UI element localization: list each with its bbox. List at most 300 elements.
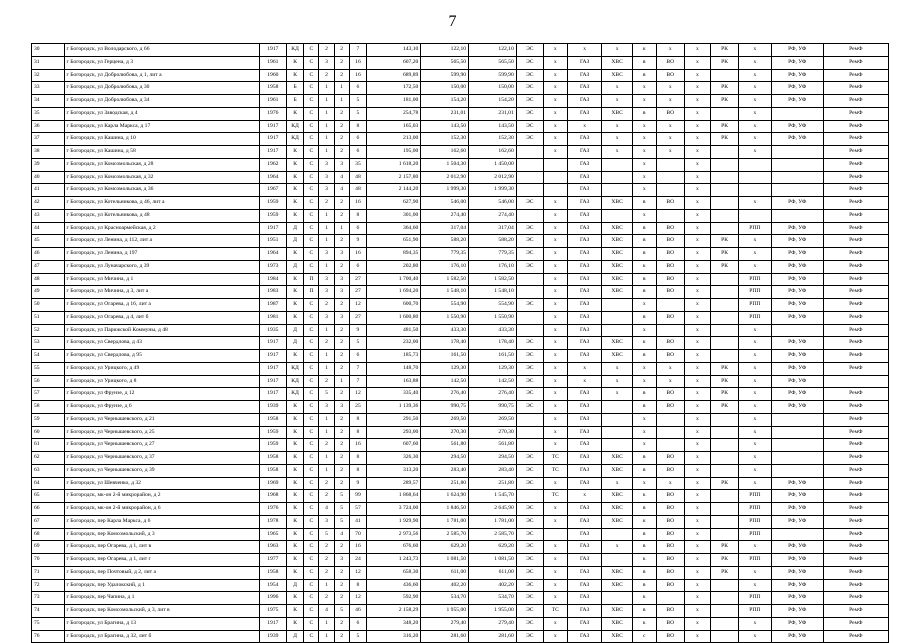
cell-wall-material: К [286,452,303,465]
cell-elevator: х [739,375,772,388]
cell-roof-repair [710,69,738,82]
cell-facade: РФ, УФ [771,222,823,235]
cell-heating: х [543,286,567,299]
cell-wall-material: Д [286,579,303,592]
cell-repair-fund: РемФ [823,413,888,426]
cell-year-built: 1965 [259,528,286,541]
cell-total-area: 335,40 [367,388,421,401]
cell-sewerage: х [632,120,656,133]
cell-heating: х [543,56,567,69]
cell-residential-area: 1 582,50 [469,273,517,286]
cell-house-type: С [304,490,319,503]
cell-residential-area: 599,90 [469,69,517,82]
cell-roof-repair [710,197,738,210]
cell-repair-fund: РемФ [823,260,888,273]
cell-address: г Богородск, ул Кашина, д 10 [64,133,259,146]
cell-drainage: х [656,120,684,133]
cell-roof-repair: РК [710,375,738,388]
cell-repair-fund: РемФ [823,311,888,324]
cell-address: г Богородск, ул Кашина, д 58 [64,146,259,159]
cell-electricity: ЭС [516,260,543,273]
table-row [32,286,889,299]
cell-sewerage: к [632,44,656,57]
cell-sewerage: к [632,490,656,503]
cell-living-area: 279,40 [421,617,469,630]
cell-roof-repair [710,107,738,120]
cell-living-area: 1 081,50 [421,554,469,567]
cell-hot-water: х [684,541,710,554]
cell-sewerage: в [632,350,656,363]
cell-roof-repair [710,337,738,350]
cell-repair-fund [823,375,888,388]
cell-floors: 2 [319,439,334,452]
cell-floors: 3 [319,56,334,69]
table-row [32,388,889,401]
cell-cold-water: ХВС [602,248,632,261]
cell-repair-fund: РемФ [823,69,888,82]
cell-house-type: С [304,617,319,630]
cell-sewerage: к [632,515,656,528]
cell-floors: 1 [319,362,334,375]
cell-apartments: 35 [349,158,366,171]
cell-drainage [656,158,684,171]
cell-house-type: П [304,273,319,286]
cell-hot-water: х [684,209,710,222]
cell-roof-repair [710,579,738,592]
cell-entrances: 4 [334,184,349,197]
cell-heating: ТС [543,452,567,465]
housing-register-table [31,43,889,643]
cell-living-area: 283,40 [421,464,469,477]
cell-living-area: 276,40 [421,388,469,401]
cell-entrances: 5 [334,490,349,503]
cell-cold-water [602,184,632,197]
cell-drainage: х [656,375,684,388]
cell-address: г Богородск, ул Чернышевского, д 21 [64,413,259,426]
cell-repair-fund: РемФ [823,439,888,452]
cell-heating: х [543,95,567,108]
cell-residential-area: 1 081,50 [469,554,517,567]
cell-repair-fund: РемФ [823,554,888,567]
cell-total-area: 213,00 [367,133,421,146]
cell-hot-water: х [684,464,710,477]
cell-residential-area: 150,00 [469,82,517,95]
cell-apartments: 24 [349,554,366,567]
cell-gas: ГАЗ [567,426,602,439]
cell-apartments: 9 [349,477,366,490]
cell-elevator: РПП [739,311,772,324]
cell-roof-repair [710,528,738,541]
cell-year-built: 1917 [259,350,286,363]
cell-hot-water: х [684,324,710,337]
cell-sewerage: х [632,362,656,375]
cell-drainage: ВО [656,528,684,541]
cell-address: г Богородск, ул Свердлова, д 95 [64,350,259,363]
cell-roof-repair [710,439,738,452]
cell-address: г Богородск, ул Фрунзе, д 6 [64,401,259,414]
table-row [32,503,889,516]
cell-facade: РФ, УФ [771,197,823,210]
cell-floors: 2 [319,375,334,388]
cell-apartments: 57 [349,503,366,516]
cell-address: г Богородск, ул Брагина, д 32, лит б [64,630,259,643]
cell-electricity: ЭС [516,222,543,235]
cell-heating: х [543,197,567,210]
cell-elevator: х [739,464,772,477]
cell-electricity: ЭС [516,56,543,69]
cell-elevator: РПП [739,490,772,503]
cell-row-index: 35 [32,107,65,120]
cell-floors: 4 [319,605,334,618]
cell-year-built: 1958 [259,566,286,579]
cell-elevator: х [739,120,772,133]
cell-roof-repair: РК [710,554,738,567]
cell-facade: РФ, УФ [771,515,823,528]
cell-address: г Богородск, ул Комсомольская, д 28 [64,158,259,171]
cell-elevator: х [739,566,772,579]
cell-row-index: 68 [32,528,65,541]
cell-year-built: 1951 [259,235,286,248]
cell-facade: РФ, УФ [771,273,823,286]
cell-sewerage: в [632,452,656,465]
cell-year-built: 1958 [259,464,286,477]
cell-heating: х [543,388,567,401]
cell-row-index: 66 [32,503,65,516]
cell-address: г Богородск, ул Чернышевского, д 27 [64,439,259,452]
cell-heating: х [543,120,567,133]
cell-floors: 5 [319,528,334,541]
cell-house-type: С [304,184,319,197]
cell-floors: 4 [319,503,334,516]
cell-house-type: С [304,554,319,567]
cell-wall-material: К [286,592,303,605]
table-row [32,439,889,452]
cell-heating: х [543,260,567,273]
cell-heating [543,158,567,171]
cell-year-built: 1959 [259,209,286,222]
cell-year-built: 1975 [259,605,286,618]
cell-floors: 2 [319,554,334,567]
table-row [32,579,889,592]
cell-row-index: 63 [32,464,65,477]
cell-total-area: 364,60 [367,222,421,235]
cell-roof-repair [710,158,738,171]
table-row [32,554,889,567]
cell-entrances: 1 [334,375,349,388]
cell-residential-area: 611,00 [469,566,517,579]
cell-sewerage: к [632,554,656,567]
cell-entrances: 2 [334,592,349,605]
cell-entrances: 4 [334,171,349,184]
cell-residential-area: 279,40 [469,617,517,630]
cell-house-type: С [304,452,319,465]
cell-living-area: 143,50 [421,120,469,133]
cell-house-type: С [304,44,319,57]
cell-wall-material: КД [286,362,303,375]
cell-wall-material: К [286,528,303,541]
cell-cold-water: ХВС [602,630,632,643]
cell-elevator: х [739,235,772,248]
table-row [32,592,889,605]
cell-wall-material: К [286,515,303,528]
cell-entrances: 2 [334,362,349,375]
cell-total-area: 254,78 [367,107,421,120]
cell-hot-water: х [684,120,710,133]
cell-facade: РФ, УФ [771,362,823,375]
cell-gas: ГАЗ [567,82,602,95]
cell-wall-material: К [286,286,303,299]
cell-gas: ГАЗ [567,566,602,579]
cell-heating: х [543,477,567,490]
cell-repair-fund: РемФ [823,286,888,299]
cell-sewerage: в [632,401,656,414]
table-row [32,260,889,273]
cell-drainage [656,426,684,439]
cell-address: г Богородск, ул Луначарского, д 39 [64,260,259,273]
cell-year-built: 1917 [259,222,286,235]
cell-electricity: ЭС [516,477,543,490]
cell-row-index: 47 [32,260,65,273]
cell-repair-fund: РемФ [823,617,888,630]
cell-roof-repair [710,605,738,618]
cell-year-built: 1958 [259,452,286,465]
cell-roof-repair [710,311,738,324]
cell-cold-water [602,413,632,426]
cell-gas: ГАЗ [567,388,602,401]
cell-entrances: 1 [334,82,349,95]
cell-gas: ГАЗ [567,248,602,261]
cell-sewerage: х [632,82,656,95]
cell-electricity [516,146,543,159]
cell-gas: ГАЗ [567,324,602,337]
cell-repair-fund: РемФ [823,401,888,414]
cell-cold-water: ХВС [602,222,632,235]
table-row [32,248,889,261]
cell-living-area: 270,30 [421,426,469,439]
cell-residential-area: 554,90 [469,299,517,312]
cell-total-area: 1 600,80 [367,311,421,324]
cell-address: г Богородск, пер Удалокский, д 1 [64,579,259,592]
cell-entrances: 5 [334,515,349,528]
cell-electricity: ЭС [516,299,543,312]
cell-address: г Богородск, ул Парижской Коммуны, д 48 [64,324,259,337]
cell-hot-water: х [684,184,710,197]
cell-electricity: ЭС [516,350,543,363]
cell-drainage [656,299,684,312]
cell-elevator: х [739,617,772,630]
cell-sewerage: в [632,235,656,248]
cell-heating: х [543,44,567,57]
table-row [32,222,889,235]
table-row [32,566,889,579]
cell-heating: х [543,209,567,222]
cell-gas: х [567,362,602,375]
cell-gas: ГАЗ [567,299,602,312]
cell-address: г Богородск, ул Чернышевского, д 37 [64,452,259,465]
cell-elevator: х [739,133,772,146]
cell-house-type: С [304,401,319,414]
cell-house-type: С [304,541,319,554]
cell-elevator: х [739,630,772,643]
cell-row-index: 30 [32,44,65,57]
cell-elevator: х [739,362,772,375]
cell-electricity: ЭС [516,452,543,465]
cell-entrances: 3 [334,286,349,299]
cell-gas: ГАЗ [567,273,602,286]
table-row [32,133,889,146]
cell-hot-water: х [684,82,710,95]
cell-repair-fund: РемФ [823,235,888,248]
cell-cold-water: х [602,146,632,159]
cell-floors: 2 [319,566,334,579]
cell-cold-water: х [602,541,632,554]
cell-wall-material: Б [286,82,303,95]
table-row [32,44,889,57]
cell-sewerage: в [632,528,656,541]
cell-facade: РФ, УФ [771,579,823,592]
cell-heating: х [543,515,567,528]
table-row [32,209,889,222]
cell-living-area: 599,90 [421,69,469,82]
cell-year-built: 1958 [259,82,286,95]
cell-drainage: х [656,95,684,108]
cell-roof-repair: РК [710,56,738,69]
table-row [32,350,889,363]
table-row [32,426,889,439]
cell-total-area: 894,35 [367,248,421,261]
cell-wall-material: К [286,350,303,363]
cell-entrances: 5 [334,503,349,516]
cell-total-area: 607,20 [367,56,421,69]
cell-floors: 1 [319,426,334,439]
cell-residential-area: 2 585,70 [469,528,517,541]
table-row [32,452,889,465]
cell-hot-water: х [684,299,710,312]
cell-roof-repair [710,426,738,439]
cell-year-built: 1960 [259,69,286,82]
cell-roof-repair: РК [710,260,738,273]
cell-floors: 2 [319,477,334,490]
cell-electricity: ЭС [516,617,543,630]
cell-repair-fund: РемФ [823,579,888,592]
cell-repair-fund: РемФ [823,299,888,312]
cell-elevator: х [739,337,772,350]
cell-cold-water [602,299,632,312]
cell-hot-water: х [684,515,710,528]
cell-heating: х [543,146,567,159]
cell-hot-water: х [684,171,710,184]
cell-electricity: ЭС [516,120,543,133]
cell-residential-area: 231,01 [469,107,517,120]
cell-living-area: 561,80 [421,439,469,452]
cell-drainage [656,413,684,426]
cell-floors: 3 [319,286,334,299]
cell-entrances: 4 [334,528,349,541]
cell-gas: ГАЗ [567,286,602,299]
cell-facade: РФ, УФ [771,490,823,503]
cell-repair-fund: РемФ [823,248,888,261]
cell-year-built: 1978 [259,515,286,528]
cell-living-area: 2 585,70 [421,528,469,541]
cell-year-built: 1961 [259,56,286,69]
cell-drainage: ВО [656,273,684,286]
cell-drainage: ВО [656,107,684,120]
cell-entrances: 3 [334,248,349,261]
cell-wall-material: Д [286,324,303,337]
cell-house-type: С [304,477,319,490]
cell-heating: х [543,324,567,337]
cell-floors: 2 [319,592,334,605]
cell-address: г Богородск, ул Володарского, д 66 [64,44,259,57]
cell-entrances: 2 [334,260,349,273]
cell-cold-water: ХВС [602,107,632,120]
cell-elevator: х [739,82,772,95]
cell-repair-fund: РемФ [823,273,888,286]
cell-row-index: 76 [32,630,65,643]
cell-entrances: 3 [334,401,349,414]
cell-electricity: ЭС [516,554,543,567]
cell-floors: 3 [319,184,334,197]
cell-apartments: 16 [349,56,366,69]
cell-roof-repair [710,324,738,337]
cell-apartments: 7 [349,375,366,388]
cell-total-area: 181,00 [367,95,421,108]
cell-cold-water: ХВС [602,56,632,69]
cell-year-built: 1977 [259,554,286,567]
cell-living-area: 294,50 [421,452,469,465]
cell-entrances: 2 [334,464,349,477]
cell-heating: ТС [543,605,567,618]
cell-house-type: С [304,388,319,401]
cell-living-area: 129,30 [421,362,469,375]
cell-cold-water: ХВС [602,566,632,579]
cell-wall-material: Д [286,235,303,248]
cell-electricity: ЭС [516,95,543,108]
cell-floors: 1 [319,209,334,222]
cell-total-area: 202,80 [367,260,421,273]
cell-living-area: 231,01 [421,107,469,120]
cell-row-index: 43 [32,209,65,222]
cell-address: г Богородск, ул Котельникова, д 48 [64,209,259,222]
cell-row-index: 41 [32,184,65,197]
cell-floors: 1 [319,324,334,337]
cell-heating: х [543,248,567,261]
cell-facade [771,426,823,439]
cell-elevator: х [739,477,772,490]
cell-gas: ГАЗ [567,452,602,465]
cell-residential-area: 1 781,00 [469,515,517,528]
cell-hot-water: х [684,44,710,57]
table-row [32,630,889,643]
cell-residential-area: 565,50 [469,56,517,69]
cell-total-area: 481,50 [367,324,421,337]
cell-apartments: 6 [349,617,366,630]
cell-drainage [656,184,684,197]
cell-elevator: х [739,260,772,273]
cell-electricity [516,311,543,324]
cell-floors: 3 [319,311,334,324]
cell-total-area: 3 724,00 [367,503,421,516]
cell-hot-water: х [684,222,710,235]
cell-roof-repair [710,515,738,528]
cell-heating: х [543,337,567,350]
cell-wall-material: Д [286,337,303,350]
cell-drainage: ВО [656,554,684,567]
cell-house-type: С [304,413,319,426]
cell-drainage: ВО [656,401,684,414]
table-row [32,337,889,350]
table-row [32,235,889,248]
